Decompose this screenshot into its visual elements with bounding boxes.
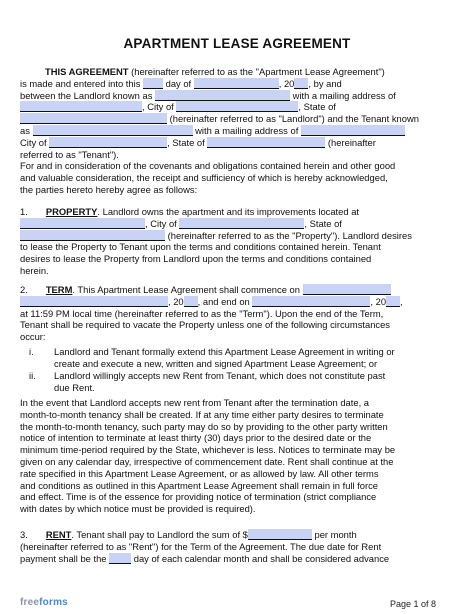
landlord-state-field[interactable]	[20, 113, 167, 124]
term-start-year-field[interactable]	[184, 296, 198, 307]
rent-due-day-field[interactable]	[109, 553, 131, 564]
intro-text: , by and	[308, 77, 342, 89]
property-address-field[interactable]	[20, 218, 145, 229]
property-city-field[interactable]	[179, 218, 304, 229]
intro-text: referred to as "Tenant").	[20, 148, 119, 160]
paragraph-line: and conditions as outlined in this Apartment Lease Agreement shall remain in full force	[20, 479, 379, 491]
term-end-date-field[interactable]	[252, 296, 370, 307]
intro-text: (hereinafter	[325, 136, 376, 148]
term-start-month-field[interactable]	[20, 296, 168, 307]
logo-text-forms: forms	[39, 597, 68, 608]
section-term	[20, 284, 440, 343]
page-indicator: Page 1 of 8	[389, 599, 436, 609]
intro-text: with a mailing address of	[192, 124, 301, 136]
paragraph-line: the parties hereto hereby agree as follows:	[20, 183, 198, 195]
section-text: payment shall be the	[20, 552, 110, 564]
tenant-name-field[interactable]	[33, 125, 193, 136]
item-text: Landlord and Tenant formally extend this Apartment Lease Agreement in writing or	[54, 346, 395, 357]
circumstance-item	[29, 346, 434, 370]
intro-paragraph	[20, 66, 440, 160]
item-marker: ii.	[29, 370, 36, 381]
section-text: . Tenant shall pay to Landlord the sum of $	[71, 529, 248, 540]
section-text: to lease the Property to Tenant upon the terms and conditions contained herein. Tenant	[20, 241, 381, 253]
item-marker: i.	[29, 346, 34, 357]
paragraph-line: and valuable consideration, the receipt and sufficiency of which is hereby acknowledged,	[20, 171, 388, 183]
landlord-address-field[interactable]	[20, 101, 142, 112]
logo-text-free: free	[20, 597, 40, 608]
term-end-year-field[interactable]	[386, 296, 400, 307]
section-text: , State of	[304, 217, 342, 229]
circumstance-item	[29, 370, 434, 394]
section-text: at 11:59 PM local time (hereinafter referred to as the "Term"). Upon the end of the Term,	[20, 307, 384, 319]
section-text: occur:	[20, 331, 46, 343]
section-property	[20, 206, 440, 277]
section-text: (hereinafter referred to as "Rent") for the Term of the Agreement. The due date for Rent	[20, 540, 382, 552]
paragraph-line: For and in consideration of the covenants and obligations contained herein and other good	[20, 160, 396, 171]
intro-text: (hereinafter referred to as the "Apartment Lease Agreement")	[128, 66, 385, 77]
intro-text: as	[20, 124, 33, 136]
intro-text: (hereinafter referred to as "Landlord") and the Tenant known	[167, 113, 419, 125]
section-text: Tenant shall be required to vacate the Property unless one of the following circumstances	[20, 319, 390, 331]
section-heading: PROPERTY	[45, 206, 98, 217]
section-number: 2.	[20, 284, 28, 295]
consideration-paragraph	[20, 160, 440, 195]
item-text: create and execute a new, written and signed Apartment Lease Agreement; or	[54, 357, 378, 369]
section-text: ,	[400, 295, 403, 307]
year-field[interactable]	[294, 78, 308, 89]
intro-text: day of	[163, 77, 194, 89]
landlord-city-field[interactable]	[176, 101, 298, 112]
intro-text: , City of	[142, 101, 177, 113]
tenant-address-field[interactable]	[301, 125, 405, 136]
day-field[interactable]	[143, 78, 163, 89]
section-text: (hereinafter referred to as the "Property"). Landlord desires	[165, 229, 412, 241]
section-rent	[20, 529, 440, 564]
freeforms-logo	[20, 597, 68, 609]
paragraph-line: In the event that Landlord accepts new rent from Tenant after the termination date, a	[20, 397, 369, 408]
tenant-city-field[interactable]	[49, 137, 167, 148]
property-state-field[interactable]	[20, 230, 165, 241]
section-text: , 20	[370, 295, 387, 307]
section-text: , 20	[168, 295, 184, 307]
item-text: due Rent.	[54, 381, 95, 393]
section-heading: RENT	[45, 529, 72, 540]
intro-text: with a mailing address of	[290, 89, 396, 101]
paragraph-line: rate specified in this Apartment Lease Agreement, or as allowed by law. All other terms	[20, 467, 379, 479]
section-text: herein.	[20, 264, 49, 276]
section-text: . This Apartment Lease Agreement shall commence on	[72, 284, 300, 295]
intro-text: , 20	[278, 77, 295, 89]
section-text: desires to lease the Property from Landlord upon the terms and conditions contained	[20, 253, 372, 265]
section-text: day of each calendar month and shall be considered advance	[131, 552, 390, 564]
section-text: , and end on	[197, 295, 253, 307]
intro-text: between the Landlord known as	[20, 89, 155, 101]
month-field[interactable]	[194, 78, 279, 89]
paragraph-line: given on any calendar day, irrespective of commencement date. Rent shall continue at the	[20, 455, 394, 467]
holdover-paragraph	[20, 397, 440, 515]
tenant-state-field[interactable]	[207, 137, 325, 148]
paragraph-line: notice of intention to terminate at least thirty (30) days prior to the desired date or the	[20, 432, 372, 444]
section-number: 3.	[20, 529, 28, 540]
section-number: 1.	[20, 206, 28, 217]
section-text: . Landlord owns the apartment and its improvements located at	[97, 206, 360, 217]
paragraph-line: with dates by which notice must be provided is required).	[20, 503, 256, 515]
term-start-date-field[interactable]	[303, 284, 391, 295]
section-text: , City of	[145, 217, 180, 229]
intro-text: , State of	[167, 136, 208, 148]
paragraph-line: the month-to-month tenancy, such party may do so by providing to the other party written	[20, 420, 388, 432]
paragraph-line: month-to-month tenancy shall be created. If at any time either party desires to terminate	[20, 408, 384, 420]
section-heading: TERM	[45, 284, 73, 295]
item-text: Landlord willingly accepts new Rent from Tenant, which does not constitute past	[54, 370, 386, 381]
landlord-name-field[interactable]	[155, 90, 290, 101]
intro-text: is made and entered into this	[20, 77, 143, 89]
rent-amount-field[interactable]	[248, 529, 312, 540]
intro-text: , State of	[298, 101, 336, 113]
section-text: per month	[311, 529, 357, 540]
document-title: APARTMENT LEASE AGREEMENT	[123, 36, 351, 51]
paragraph-line: minimum time-period required by the State, whichever is less. Notices to terminate may be	[20, 444, 396, 456]
intro-text: City of	[20, 136, 50, 148]
agreement-lead: THIS AGREEMENT	[45, 66, 129, 77]
paragraph-line: and effect. Time is of the essence for providing notice of termination (strict compliance	[20, 491, 377, 503]
